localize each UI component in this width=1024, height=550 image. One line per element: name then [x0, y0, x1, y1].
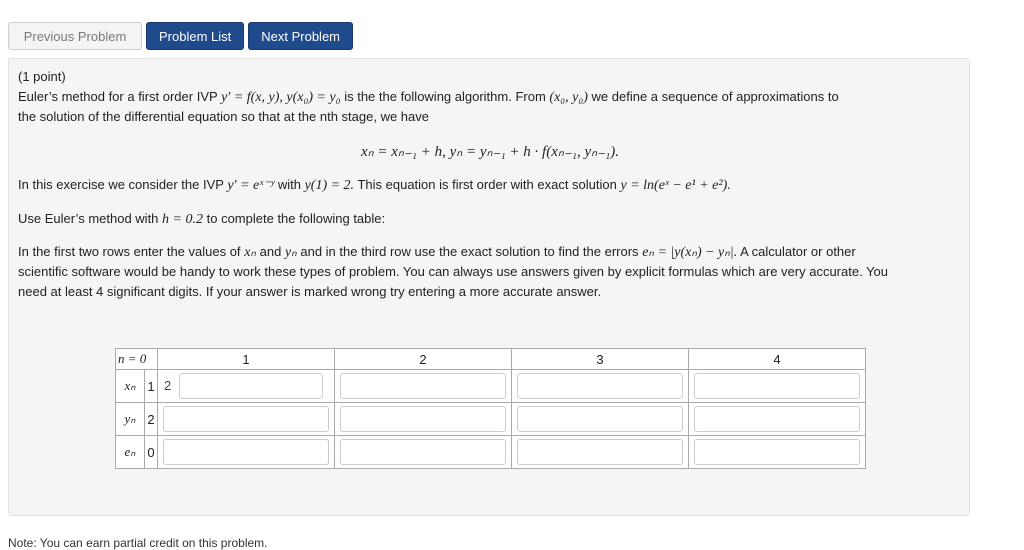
cell-x2: [335, 370, 512, 403]
col-header-2: 2: [335, 349, 512, 370]
cell-e4: [689, 436, 866, 469]
row-label-yn: yₙ: [116, 403, 145, 436]
points-text: (1 point): [18, 69, 66, 84]
input-y1[interactable]: [163, 406, 329, 432]
ivp-equation: y′ = eˣ⁻ʸ: [227, 178, 275, 193]
cell-e1: [158, 436, 335, 469]
intro-equation: y′ = f(x, y), y(x₀) = y₀: [221, 90, 341, 105]
first-text-b: and in the third row use the exact solution to find the errors: [300, 244, 639, 259]
given-x0: 1: [145, 370, 158, 403]
intro-text-a: Euler’s method for a first order IVP: [18, 89, 218, 104]
input-y3[interactable]: [517, 406, 683, 432]
step-size: h = 0.2: [162, 212, 203, 227]
instructions-line3: need at least 4 significant digits. If your answer is marked wrong try entering a more accurate answer.: [18, 284, 602, 299]
ivp-text-c: This equation is first order with exact solution: [357, 177, 617, 192]
row-label-en: eₙ: [116, 436, 145, 469]
table-row-xn: [116, 370, 866, 403]
input-x1[interactable]: [179, 373, 323, 399]
intro-text-b: is the the following algorithm. From: [344, 89, 546, 104]
previous-problem-button[interactable]: Previous Problem: [8, 22, 142, 50]
cell-y4: [689, 403, 866, 436]
table-row-yn: [116, 403, 866, 436]
ivp-initial-condition: y(1) = 2.: [304, 178, 355, 193]
error-formula: eₙ = |y(xₙ) − yₙ|.: [642, 245, 738, 260]
col-header-1: 1: [158, 349, 335, 370]
given-e0: 0: [145, 436, 158, 469]
cell-e2: [335, 436, 512, 469]
problem-navigation: [8, 22, 357, 50]
n-label: n = 0: [116, 349, 158, 370]
footer-note: Note: You can earn partial credit on this problem.: [8, 536, 268, 550]
euler-recursion: xₙ = xₙ₋₁ + h, yₙ = yₙ₋₁ + h · f(xₙ₋₁, yₙ₋₁).: [361, 144, 619, 160]
table-row-en: [116, 436, 866, 469]
input-e3[interactable]: [517, 439, 683, 465]
input-y4[interactable]: [694, 406, 860, 432]
cell-x4: [689, 370, 866, 403]
yn-symbol: yₙ: [284, 245, 297, 260]
input-y2[interactable]: [340, 406, 506, 432]
col-header-3: 3: [512, 349, 689, 370]
cell-y1: [158, 403, 335, 436]
euler-table: [115, 348, 866, 469]
intro-point: (x₀, y₀): [549, 90, 588, 105]
use-paragraph: [18, 209, 958, 230]
xn-symbol: xₙ: [244, 245, 256, 260]
instructions-line2: scientific software would be handy to work these types of problem. You can always use answers given by explicit formulas which are very accurate. You: [18, 264, 889, 279]
cell-x3: [512, 370, 689, 403]
input-x4[interactable]: [694, 373, 860, 399]
first-and: and: [259, 244, 282, 259]
ivp-paragraph: [18, 175, 958, 196]
intro-text-c: we define a sequence of approximations to: [591, 89, 839, 104]
first-text-a: In the first two rows enter the values of: [18, 244, 241, 259]
ivp-text-b: with: [277, 177, 301, 192]
problem-list-button[interactable]: Problem List: [146, 22, 244, 50]
col-header-4: 4: [689, 349, 866, 370]
instructions-paragraph: [18, 242, 958, 263]
use-text-b: to complete the following table:: [206, 211, 386, 226]
first-text-c: A calculator or other: [740, 244, 856, 259]
hint-x1: 2: [164, 378, 172, 393]
intro-paragraph: [18, 87, 958, 108]
next-problem-button[interactable]: Next Problem: [248, 22, 353, 50]
given-y0: 2: [145, 403, 158, 436]
intro-text-d: the solution of the differential equation so that at the nth stage, we have: [18, 109, 429, 124]
input-x3[interactable]: [517, 373, 683, 399]
cell-e3: [512, 436, 689, 469]
cell-x1: [158, 370, 335, 403]
table-header-row: [116, 349, 866, 370]
row-label-xn: xₙ: [116, 370, 145, 403]
input-e4[interactable]: [694, 439, 860, 465]
input-x2[interactable]: [340, 373, 506, 399]
ivp-text-a: In this exercise we consider the IVP: [18, 177, 224, 192]
ivp-exact-solution: y = ln(eˣ − e¹ + e²).: [620, 178, 731, 193]
input-e2[interactable]: [340, 439, 506, 465]
use-text-a: Use Euler’s method with: [18, 211, 159, 226]
cell-y3: [512, 403, 689, 436]
cell-y2: [335, 403, 512, 436]
input-e1[interactable]: [163, 439, 329, 465]
problem-panel: [8, 58, 970, 516]
